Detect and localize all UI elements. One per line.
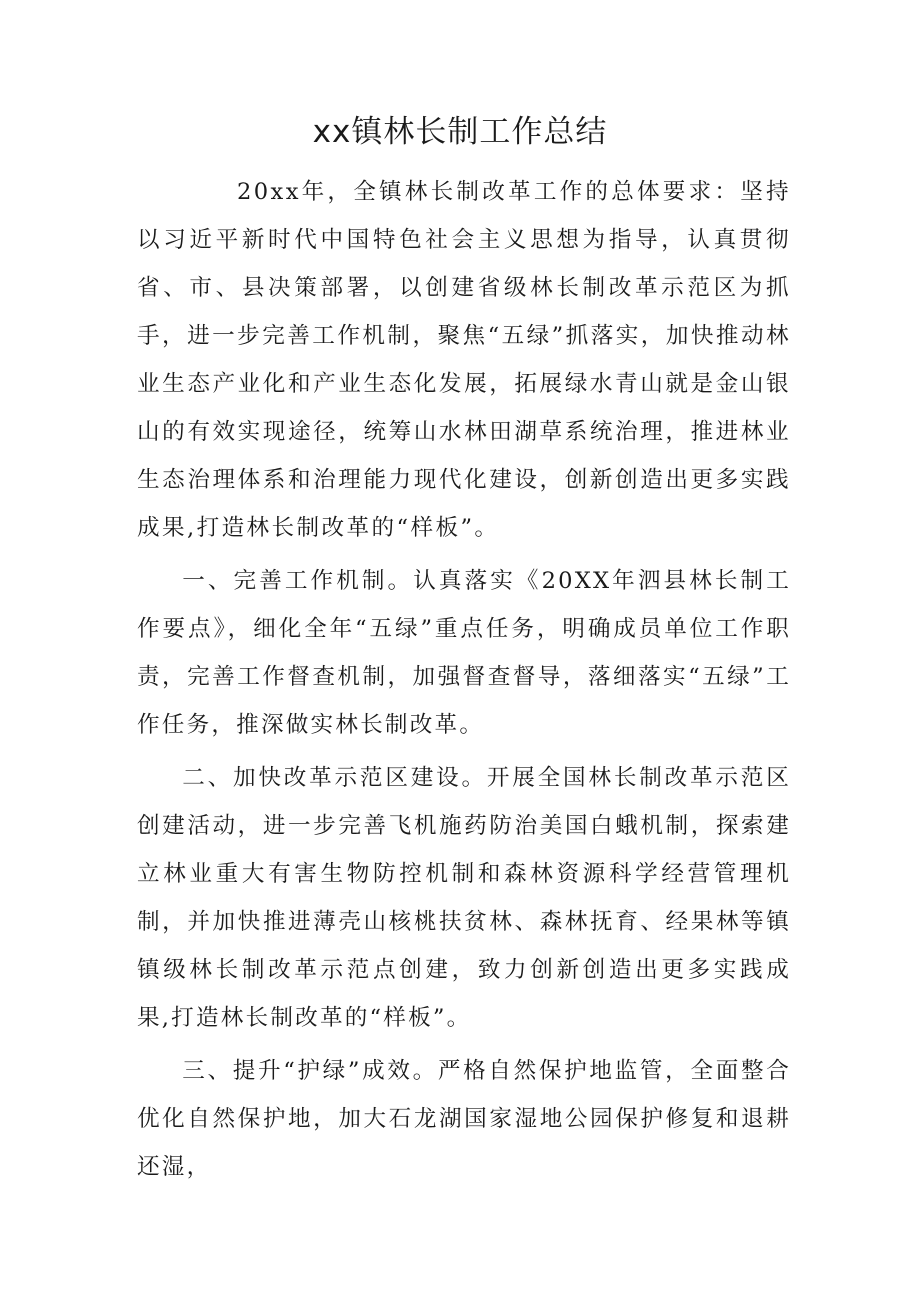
paragraph-section-3: 三、提升“护绿”成效。严格自然保护地监管，全面整合优化自然保护地，加大石龙湖国家湿地公园保护修复和退耕还湿， xyxy=(137,1058,791,1180)
document-body xyxy=(137,168,791,1191)
paragraph-overview: 20xx年，全镇林长制改革工作的总体要求：坚持以习近平新时代中国特色社会主义思想为指导，认真贯彻省、市、县决策部署，以创建省级林长制改革示范区为抓手，进一步完善工作机制，聚焦“五绿”抓落实，加快推动林业生态产业化和产业生态化发展，拓展绿水青山就是金山银山的有效实现途径，统筹山水林田湖草系统治理，推进林业生态治理体系和治理能力现代化建设，创新创造出更多实践成果,打造林长制改革的“样板”。 xyxy=(137,179,791,541)
paragraph-section-2: 二、加快改革示范区建设。开展全国林长制改革示范区创建活动，进一步完善飞机施药防治美国白蛾机制，探索建立林业重大有害生物防控机制和森林资源科学经营管理机制，并加快推进薄壳山核桃扶贫林、森林抚育、经果林等镇镇级林长制改革示范点创建，致力创新创造出更多实践成果,打造林长制改革的“样板”。 xyxy=(137,765,791,1031)
document-title: xx镇林长制工作总结 xyxy=(312,114,608,150)
paragraph-section-1: 一、完善工作机制。认真落实《20XX年泗县林长制工作要点》，细化全年“五绿”重点任务，明确成员单位工作职责，完善工作督查机制，加强督查督导，落细落实“五绿”工作任务，推深做实林长制改革。 xyxy=(137,568,791,738)
